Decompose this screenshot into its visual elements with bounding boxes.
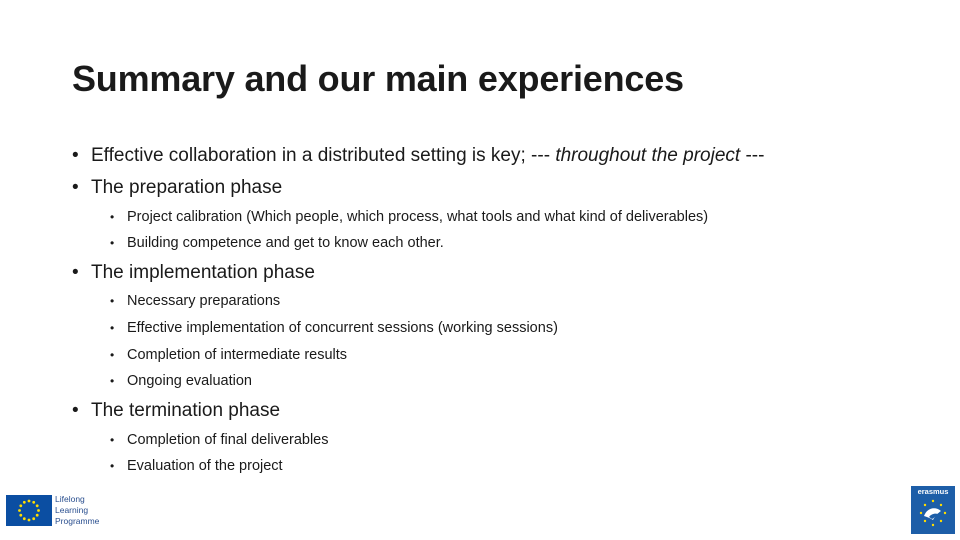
sub-bullet-text: Ongoing evaluation	[127, 373, 252, 389]
llp-line: Learning	[55, 505, 89, 515]
sub-bullet	[110, 347, 347, 363]
bullet-preparation-phase	[72, 177, 282, 199]
sub-bullet-marker: •	[110, 433, 115, 447]
bullet-implementation-text: The implementation phase	[91, 262, 315, 283]
sub-bullet-marker: •	[110, 294, 115, 308]
eu-stars-icon	[6, 495, 52, 526]
sub-bullet-text: Necessary preparations	[127, 293, 281, 309]
sub-bullet-text: Completion of intermediate results	[127, 347, 348, 363]
erasmus-logo	[911, 486, 955, 534]
lifelong-learning-programme-logo	[6, 494, 110, 528]
erasmus-logo-text: erasmus	[917, 487, 949, 496]
sub-bullet	[110, 320, 558, 336]
eu-flag-icon	[6, 495, 52, 526]
llp-line: Programme	[55, 516, 100, 526]
sub-bullet-text: Project calibration (Which people, which process, what tools and what kind of deliverables)	[127, 209, 709, 225]
bullet-collaboration-italic: throughout the project	[555, 145, 741, 166]
sub-bullet-text: Building competence and get to know each other.	[127, 235, 444, 251]
llp-line: Lifelong	[55, 494, 85, 504]
bullet-collaboration	[72, 145, 764, 167]
bullet-marker: •	[72, 262, 79, 283]
sub-bullet	[110, 235, 444, 251]
sub-bullet-marker: •	[110, 321, 115, 335]
sub-bullet-marker: •	[110, 374, 115, 388]
bullet-termination-phase	[72, 400, 280, 422]
bullet-preparation-text: The preparation phase	[91, 177, 283, 198]
sub-bullet-text: Evaluation of the project	[127, 458, 283, 474]
sub-bullet	[110, 209, 708, 225]
sub-bullet-marker: •	[110, 210, 115, 224]
sub-bullet-marker: •	[110, 236, 115, 250]
bullet-collaboration-trail: ---	[740, 145, 765, 166]
sub-bullet-text: Effective implementation of concurrent sessions (working sessions)	[127, 320, 558, 336]
bullet-marker: •	[72, 400, 79, 421]
sub-bullet	[110, 293, 280, 309]
llp-text	[55, 494, 99, 527]
bullet-implementation-phase	[72, 262, 315, 284]
sub-bullet	[110, 373, 252, 389]
sub-bullet-text: Completion of final deliverables	[127, 432, 329, 448]
bullet-termination-text: The termination phase	[91, 400, 281, 421]
bullet-marker: •	[72, 145, 79, 166]
bullet-marker: •	[72, 177, 79, 198]
sub-bullet	[110, 458, 283, 474]
sub-bullet-marker: •	[110, 459, 115, 473]
bullet-collaboration-text: Effective collaboration in a distributed setting is key; ---	[91, 145, 556, 166]
sub-bullet	[110, 432, 329, 448]
sub-bullet-marker: •	[110, 348, 115, 362]
slide-title: Summary and our main experiences	[72, 58, 684, 99]
